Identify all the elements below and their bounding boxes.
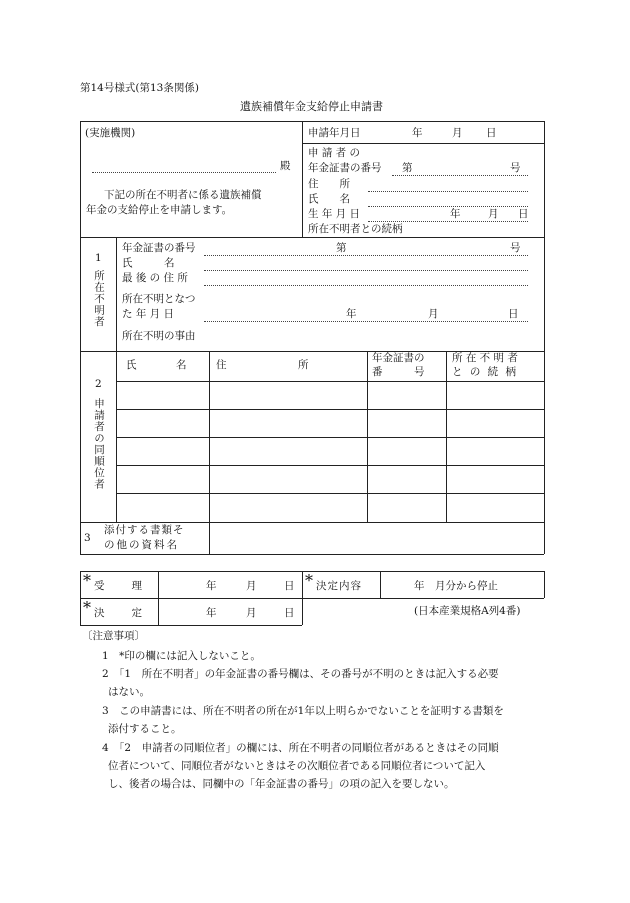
missing-last-address-label: 最 後 の 住 所 bbox=[122, 272, 188, 284]
note-2-line-1: 2 「1 所在不明者」の年金証書の番号欄は、その番号が不明のときは記入する必要 bbox=[102, 668, 499, 680]
col-cert-header-1: 年金証書の bbox=[372, 352, 425, 364]
agency-dotted-line bbox=[92, 172, 276, 173]
table-bottom-border bbox=[80, 554, 544, 555]
decided-star: * bbox=[83, 598, 91, 617]
note-2-line-2: はない。 bbox=[108, 686, 150, 698]
birth-day: 日 bbox=[518, 208, 529, 220]
applicant-birth-dotted bbox=[368, 221, 528, 222]
applicant-birth-label: 生 年 月 日 bbox=[308, 208, 361, 220]
request-date-label: 申請年月日 bbox=[308, 127, 361, 139]
applicant-dai: 第 bbox=[402, 162, 413, 174]
received-star: * bbox=[83, 571, 91, 590]
decided-year: 年 bbox=[206, 607, 217, 619]
applicant-address-label: 住 所 bbox=[308, 178, 350, 190]
request-text-2: 年金の支給停止を申請します。 bbox=[86, 204, 233, 216]
decided-day: 日 bbox=[284, 607, 295, 619]
missing-since-month: 月 bbox=[428, 308, 439, 320]
section1-vertical-label: 所在不明者 bbox=[93, 270, 105, 328]
note-3-line-2: 添付すること。 bbox=[108, 723, 182, 735]
missing-since-label-2: た 年 月 日 bbox=[122, 308, 175, 320]
section2-row-line-3 bbox=[116, 465, 544, 466]
office-left-border bbox=[80, 571, 81, 625]
missing-since-label-1: 所在不明となつ bbox=[122, 293, 196, 305]
decision-stop-text: 年 月分から停止 bbox=[414, 580, 498, 592]
applicant-address-dotted bbox=[368, 191, 528, 192]
decision-label: 決定内容 bbox=[316, 580, 362, 592]
section2-number: 2 bbox=[95, 378, 102, 390]
office-col-divider-2 bbox=[302, 571, 303, 625]
applicant-name-label: 氏 名 bbox=[308, 193, 350, 205]
paper-size-note: (日本産業規格A列4番) bbox=[414, 605, 521, 617]
applicant-cert-dotted bbox=[392, 175, 528, 176]
missing-name-label: 氏 名 bbox=[122, 257, 175, 269]
missing-since-year: 年 bbox=[346, 308, 357, 320]
office-mid-line bbox=[80, 598, 544, 599]
office-col-divider-3 bbox=[380, 571, 381, 598]
note-4-line-3: し、後者の場合は、同欄中の「年金証書の番号」の項の記入を要しない。 bbox=[108, 778, 455, 790]
applicant-relation-label: 所在不明者との続柄 bbox=[308, 223, 403, 235]
section2-header-line bbox=[116, 381, 544, 382]
section2-row-line-4 bbox=[116, 493, 544, 494]
section2-vertical-label: 申請者の同順位者 bbox=[93, 398, 105, 490]
birth-month: 月 bbox=[488, 208, 499, 220]
date-row-line bbox=[302, 143, 544, 144]
section1-number: 1 bbox=[95, 252, 102, 264]
table-top-border bbox=[80, 121, 544, 122]
attach-label-2: の他の資料名 bbox=[104, 539, 179, 551]
note-3-line-1: 3 この申請書には、所在不明者の所在が1年以上明らかでないことを証明する書類を bbox=[102, 705, 504, 717]
received-year: 年 bbox=[206, 580, 217, 592]
missing-address-dotted bbox=[204, 285, 528, 286]
missing-cert-dai: 第 bbox=[336, 242, 347, 254]
notes-heading: 〔注意事項〕 bbox=[82, 630, 145, 642]
agency-label: (実施機関) bbox=[85, 127, 136, 139]
row-divider-1 bbox=[80, 237, 544, 238]
missing-since-dotted bbox=[204, 321, 528, 322]
missing-name-dotted bbox=[204, 270, 528, 271]
col-relation-header-2: と の 続 柄 bbox=[452, 366, 519, 378]
missing-reason-label: 所在不明の事由 bbox=[122, 330, 196, 342]
table-right-border bbox=[544, 121, 545, 554]
decided-month: 月 bbox=[246, 607, 257, 619]
received-label: 受 理 bbox=[94, 580, 144, 592]
office-right-border bbox=[544, 571, 545, 598]
section3-number: 3 bbox=[84, 532, 91, 544]
section2-row-line-1 bbox=[116, 409, 544, 410]
missing-cert-go: 号 bbox=[510, 242, 521, 254]
section1-label-divider bbox=[116, 237, 117, 351]
decision-star: * bbox=[305, 571, 313, 590]
missing-cert-label: 年金証書の番号 bbox=[122, 242, 196, 254]
table-left-border bbox=[80, 121, 81, 554]
received-day: 日 bbox=[284, 580, 295, 592]
section2-row-line-2 bbox=[116, 437, 544, 438]
received-month: 月 bbox=[246, 580, 257, 592]
office-col-divider-1 bbox=[158, 571, 159, 625]
birth-year: 年 bbox=[450, 208, 461, 220]
applicant-label-2: 年金証書の番号 bbox=[308, 162, 382, 174]
missing-since-day: 日 bbox=[508, 308, 519, 320]
top-section-divider bbox=[302, 121, 303, 237]
note-4-line-2: 位者について、同順位者がないときはその次順位者である同順位者について記入 bbox=[108, 760, 486, 772]
col-relation-header-1: 所 在 不 明 者 bbox=[452, 352, 518, 364]
col-cert-header-2: 番 号 bbox=[372, 366, 425, 378]
note-1: 1 *印の欄には記入しないこと。 bbox=[102, 650, 261, 662]
form-number: 第14号様式(第13条関係) bbox=[80, 82, 199, 94]
applicant-go: 号 bbox=[510, 162, 521, 174]
applicant-name-dotted bbox=[368, 206, 528, 207]
request-month: 月 bbox=[452, 127, 463, 139]
request-text-1: 下記の所在不明者に係る遺族補償 bbox=[104, 189, 262, 201]
dono-label: 殿 bbox=[280, 160, 291, 172]
note-4-line-1: 4 「2 申請者の同順位者」の欄には、所在不明者の同順位者があるときはその同順 bbox=[102, 742, 499, 754]
applicant-label-1: 申 請 者 の bbox=[308, 147, 361, 159]
row-divider-3 bbox=[80, 522, 544, 523]
office-bottom-border bbox=[80, 625, 302, 626]
request-day: 日 bbox=[486, 127, 497, 139]
form-title: 遺族補償年金支給停止申請書 bbox=[240, 100, 383, 113]
missing-cert-dotted bbox=[204, 255, 528, 256]
col-name-header: 氏 名 bbox=[126, 359, 189, 371]
col-address-header: 住 所 bbox=[216, 359, 319, 371]
decided-label: 決 定 bbox=[94, 607, 144, 619]
request-year: 年 bbox=[412, 127, 423, 139]
attach-label-1: 添付する書類そ bbox=[104, 524, 185, 536]
